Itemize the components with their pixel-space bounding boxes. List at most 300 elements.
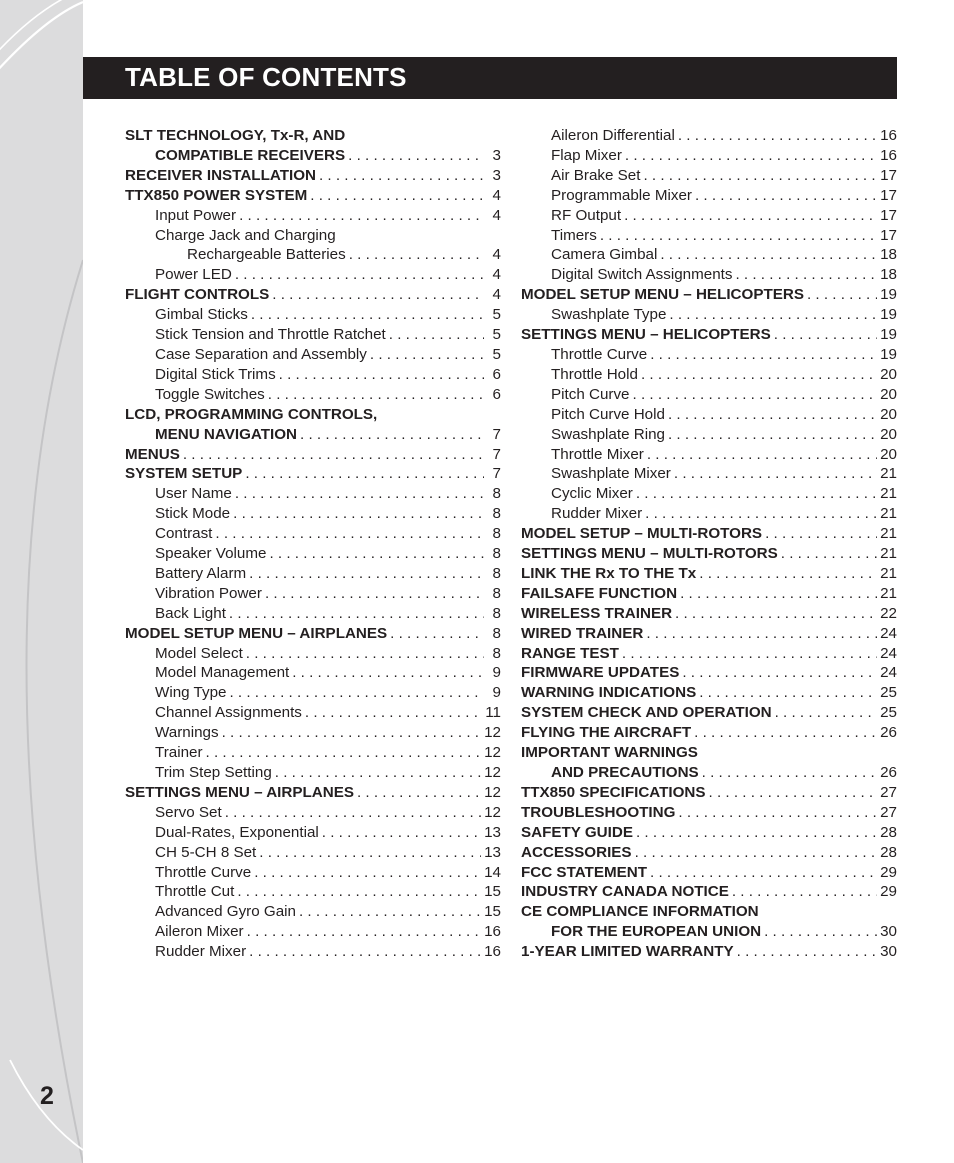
dot-leader bbox=[646, 624, 877, 644]
toc-entry bbox=[125, 564, 501, 584]
toc-entry-page: 16 bbox=[880, 146, 897, 164]
toc-entry bbox=[125, 186, 501, 206]
toc-entry-title: Case Separation and Assembly bbox=[155, 345, 367, 363]
toc-entry-title: Speaker Volume bbox=[155, 545, 267, 563]
toc-entry-page: 26 bbox=[880, 764, 897, 781]
dot-leader bbox=[247, 922, 481, 942]
dot-leader bbox=[668, 405, 877, 425]
dot-leader bbox=[635, 843, 878, 863]
toc-entry-title: Digital Stick Trims bbox=[155, 365, 276, 383]
toc-entry-title: ACCESSORIES bbox=[521, 843, 632, 861]
toc-entry bbox=[125, 405, 501, 425]
toc-entry-page: 21 bbox=[880, 584, 897, 602]
toc-entry-page: 19 bbox=[880, 286, 897, 304]
toc-entry-title: Throttle Curve bbox=[551, 345, 648, 363]
toc-entry-title: Aileron Mixer bbox=[155, 923, 244, 941]
dot-leader bbox=[695, 186, 877, 206]
dot-leader bbox=[322, 823, 481, 843]
toc-entry-title: Stick Mode bbox=[155, 505, 231, 523]
toc-entry-title: FIRMWARE UPDATES bbox=[521, 664, 680, 682]
dot-leader bbox=[225, 803, 481, 823]
toc-entry-page: 29 bbox=[880, 883, 897, 901]
toc-entry-page: 8 bbox=[492, 505, 501, 523]
dot-leader bbox=[229, 683, 484, 703]
toc-entry-page: 9 bbox=[492, 684, 501, 702]
toc-entry-title: SYSTEM SETUP bbox=[125, 465, 243, 483]
toc-entry-page: 4 bbox=[492, 246, 501, 264]
toc-entry bbox=[521, 544, 897, 564]
toc-entry-title: Programmable Mixer bbox=[551, 186, 692, 204]
dot-leader bbox=[319, 166, 484, 186]
toc-entry-page: 3 bbox=[492, 166, 501, 184]
toc-entry-page: 13 bbox=[484, 843, 501, 861]
toc-entry-page: 4 bbox=[492, 186, 501, 204]
dot-leader bbox=[222, 723, 482, 743]
toc-entry-page: 8 bbox=[492, 604, 501, 622]
toc-entry bbox=[521, 345, 897, 365]
dot-leader bbox=[370, 345, 484, 365]
toc-entry bbox=[125, 843, 501, 863]
toc-entry-page: 21 bbox=[880, 485, 897, 503]
toc-entry-page: 5 bbox=[492, 345, 501, 363]
dot-leader bbox=[669, 305, 877, 325]
toc-entry bbox=[125, 484, 501, 504]
toc-entry-title: Advanced Gyro Gain bbox=[155, 903, 296, 921]
toc-entry-page: 16 bbox=[484, 923, 501, 941]
toc-entry bbox=[521, 882, 897, 902]
toc-entry bbox=[125, 365, 501, 385]
dot-leader bbox=[678, 803, 877, 823]
dot-leader bbox=[643, 166, 877, 186]
toc-entry-page: 21 bbox=[880, 465, 897, 483]
toc-entry-page: 8 bbox=[492, 525, 501, 543]
toc-column-right bbox=[521, 126, 897, 962]
toc-entry-page: 8 bbox=[492, 564, 501, 582]
toc-entry-title: Rudder Mixer bbox=[155, 943, 247, 961]
toc-entry-page: 8 bbox=[492, 644, 501, 662]
toc-entry-page: 7 bbox=[492, 425, 501, 443]
toc-entry bbox=[125, 425, 501, 445]
dot-leader bbox=[229, 604, 484, 624]
toc-entry-title: Rudder Mixer bbox=[551, 505, 643, 523]
toc-entry-page: 11 bbox=[485, 704, 501, 722]
dot-leader bbox=[357, 783, 481, 803]
toc-entry bbox=[521, 863, 897, 883]
toc-entry-title: MENUS bbox=[125, 445, 180, 463]
toc-entry-title: FOR THE EUROPEAN UNION bbox=[551, 923, 762, 941]
toc-entry-title: WARNING INDICATIONS bbox=[521, 684, 697, 702]
toc-entry-title: Channel Assignments bbox=[155, 704, 302, 722]
toc-entry-page: 27 bbox=[880, 803, 897, 821]
toc-entry-page: 20 bbox=[880, 405, 897, 423]
dot-leader bbox=[254, 863, 481, 883]
toc-entry-title: SETTINGS MENU – AIRPLANES bbox=[125, 783, 354, 801]
toc-entry bbox=[125, 206, 501, 226]
toc-entry-title: COMPATIBLE RECEIVERS bbox=[155, 146, 346, 164]
toc-entry-title: Swashplate Mixer bbox=[551, 465, 671, 483]
toc-entry-page: 12 bbox=[484, 803, 501, 821]
toc-entry-page: 8 bbox=[492, 545, 501, 563]
toc-entry-title: Model Select bbox=[155, 644, 243, 662]
toc-entry-page: 14 bbox=[484, 863, 501, 881]
toc-entry-title: RANGE TEST bbox=[521, 644, 619, 662]
dot-leader bbox=[680, 584, 877, 604]
toc-entry bbox=[125, 285, 501, 305]
toc-entry bbox=[521, 843, 897, 863]
dot-leader bbox=[781, 544, 877, 564]
toc-entry-title: Digital Switch Assignments bbox=[551, 266, 733, 284]
toc-entry-title: Gimbal Sticks bbox=[155, 306, 248, 324]
toc-entry bbox=[125, 644, 501, 664]
toc-entry-page: 17 bbox=[880, 226, 897, 244]
toc-entry-title: TROUBLESHOOTING bbox=[521, 803, 676, 821]
toc-entry bbox=[521, 245, 897, 265]
toc-entry-title: SETTINGS MENU – HELICOPTERS bbox=[521, 326, 771, 344]
toc-entry-page: 24 bbox=[880, 624, 897, 642]
dot-leader bbox=[349, 245, 484, 265]
toc-entry bbox=[521, 783, 897, 803]
toc-entry bbox=[125, 683, 501, 703]
toc-entry-title: RECEIVER INSTALLATION bbox=[125, 166, 316, 184]
dot-leader bbox=[275, 763, 481, 783]
dot-leader bbox=[645, 504, 877, 524]
dot-leader bbox=[699, 564, 877, 584]
toc-entry-page: 20 bbox=[880, 425, 897, 443]
toc-entry bbox=[521, 484, 897, 504]
toc-entry bbox=[125, 663, 501, 683]
toc-entry-title: LCD, PROGRAMMING CONTROLS, bbox=[125, 405, 378, 423]
toc-entry bbox=[521, 265, 897, 285]
toc-entry-title: MODEL SETUP MENU – HELICOPTERS bbox=[521, 286, 804, 304]
toc-entry-title: Battery Alarm bbox=[155, 564, 247, 582]
toc-entry-title: Wing Type bbox=[155, 684, 227, 702]
dot-leader bbox=[636, 484, 877, 504]
toc-entry-page: 21 bbox=[880, 564, 897, 582]
toc-entry-title: FLYING THE AIRCRAFT bbox=[521, 724, 692, 742]
toc-entry-title: TTX850 SPECIFICATIONS bbox=[521, 783, 706, 801]
toc-entry bbox=[125, 604, 501, 624]
toc-entry bbox=[125, 166, 501, 186]
toc-entry-title: Warnings bbox=[155, 724, 219, 742]
toc-entry-page: 8 bbox=[492, 584, 501, 602]
dot-leader bbox=[215, 524, 484, 544]
toc-entry-title: LINK THE Rx TO THE Tx bbox=[521, 564, 697, 582]
toc-entry-title: Charge Jack and Charging bbox=[155, 226, 336, 244]
toc-entry-title: FCC STATEMENT bbox=[521, 863, 647, 881]
dot-leader bbox=[636, 823, 877, 843]
toc-entry-page: 27 bbox=[880, 783, 897, 801]
toc-entry-page: 5 bbox=[492, 326, 501, 344]
dot-leader bbox=[233, 504, 484, 524]
toc-entry bbox=[521, 146, 897, 166]
dot-leader bbox=[650, 345, 877, 365]
toc-entry bbox=[521, 226, 897, 246]
toc-entry-page: 30 bbox=[880, 923, 897, 941]
toc-entry bbox=[521, 644, 897, 664]
toc-entry bbox=[125, 524, 501, 544]
page-number: 2 bbox=[40, 1082, 54, 1110]
toc-entry-page: 22 bbox=[880, 604, 897, 622]
dot-leader bbox=[650, 863, 877, 883]
toc-entry bbox=[125, 146, 501, 166]
toc-entry-page: 12 bbox=[484, 744, 501, 762]
toc-entry bbox=[125, 226, 501, 246]
dot-leader bbox=[660, 245, 877, 265]
toc-entry-page: 17 bbox=[880, 166, 897, 184]
toc-entry-title: Servo Set bbox=[155, 803, 222, 821]
toc-entry bbox=[125, 245, 501, 265]
toc-entry bbox=[125, 504, 501, 524]
dot-leader bbox=[678, 126, 877, 146]
toc-entry-title: Pitch Curve bbox=[551, 385, 630, 403]
toc-entry bbox=[521, 524, 897, 544]
toc-entry bbox=[521, 723, 897, 743]
toc-entry-title: CH 5-CH 8 Set bbox=[155, 843, 257, 861]
dot-leader bbox=[249, 942, 481, 962]
toc-entry-title: FAILSAFE FUNCTION bbox=[521, 584, 678, 602]
dot-leader bbox=[183, 445, 484, 465]
toc-entry-page: 21 bbox=[880, 525, 897, 543]
toc-entry bbox=[125, 544, 501, 564]
toc-entry bbox=[521, 564, 897, 584]
toc-entry-title: WIRED TRAINER bbox=[521, 624, 644, 642]
toc-entry-page: 17 bbox=[880, 186, 897, 204]
toc-entry-title: Trim Step Setting bbox=[155, 764, 272, 781]
toc-entry-title: Swashplate Ring bbox=[551, 425, 665, 443]
toc-entry-page: 15 bbox=[484, 903, 501, 921]
dot-leader bbox=[390, 624, 484, 644]
toc-entry-page: 25 bbox=[880, 684, 897, 702]
dot-leader bbox=[305, 703, 482, 723]
toc-entry-title: Vibration Power bbox=[155, 584, 262, 602]
dot-leader bbox=[292, 663, 484, 683]
toc-entry bbox=[125, 723, 501, 743]
toc-entry bbox=[521, 803, 897, 823]
toc-entry bbox=[521, 624, 897, 644]
toc-entry-page: 6 bbox=[492, 365, 501, 383]
toc-entry bbox=[125, 265, 501, 285]
dot-leader bbox=[807, 285, 877, 305]
toc-column-left bbox=[125, 126, 501, 962]
page-title: TABLE OF CONTENTS bbox=[125, 62, 407, 92]
toc-entry-page: 18 bbox=[880, 246, 897, 264]
toc-entry-title: IMPORTANT WARNINGS bbox=[521, 744, 698, 762]
toc-entry bbox=[125, 783, 501, 803]
toc-entry bbox=[521, 186, 897, 206]
toc-entry bbox=[521, 365, 897, 385]
toc-entry bbox=[521, 305, 897, 325]
toc-entry-page: 25 bbox=[880, 704, 897, 722]
toc-entry-title: Dual-Rates, Exponential bbox=[155, 823, 319, 841]
toc-entry-title: Back Light bbox=[155, 604, 226, 622]
dot-leader bbox=[268, 385, 484, 405]
toc-entry-title: SLT TECHNOLOGY, Tx-R, AND bbox=[125, 127, 346, 144]
toc-entry bbox=[521, 663, 897, 683]
toc-entry-page: 4 bbox=[492, 206, 501, 224]
toc-entry-title: SETTINGS MENU – MULTI-ROTORS bbox=[521, 545, 778, 563]
toc-entry bbox=[125, 902, 501, 922]
toc-entry-page: 19 bbox=[880, 306, 897, 324]
toc-entry bbox=[125, 743, 501, 763]
toc-entry-page: 5 bbox=[492, 306, 501, 324]
toc-entry-page: 19 bbox=[880, 326, 897, 344]
toc-entry bbox=[521, 922, 897, 942]
toc-entry-title: FLIGHT CONTROLS bbox=[125, 286, 270, 304]
toc-entry bbox=[521, 763, 897, 783]
toc-entry-title: WIRELESS TRAINER bbox=[521, 604, 673, 622]
toc-entry-title: MODEL SETUP MENU – AIRPLANES bbox=[125, 624, 388, 642]
toc-entry-page: 26 bbox=[880, 724, 897, 742]
dot-leader bbox=[624, 206, 877, 226]
toc-entry bbox=[125, 882, 501, 902]
dot-leader bbox=[300, 425, 484, 445]
toc-entry-title: Throttle Cut bbox=[155, 883, 235, 901]
dot-leader bbox=[647, 445, 877, 465]
side-strip bbox=[0, 0, 83, 1163]
toc-entry bbox=[521, 445, 897, 465]
toc-entry-page: 12 bbox=[484, 783, 501, 801]
dot-leader bbox=[348, 146, 484, 166]
toc-entry-title: Throttle Curve bbox=[155, 863, 252, 881]
dot-leader bbox=[299, 902, 481, 922]
dot-leader bbox=[674, 464, 877, 484]
toc-entry bbox=[521, 325, 897, 345]
dot-leader bbox=[735, 265, 877, 285]
title-bar bbox=[83, 57, 897, 99]
dot-leader bbox=[239, 206, 484, 226]
dot-leader bbox=[272, 285, 484, 305]
dot-leader bbox=[269, 544, 484, 564]
dot-leader bbox=[389, 325, 484, 345]
toc-entry-page: 12 bbox=[484, 764, 501, 781]
toc-entry-page: 24 bbox=[880, 664, 897, 682]
toc-entry-page: 20 bbox=[880, 385, 897, 403]
dot-leader bbox=[765, 524, 877, 544]
toc-entry-page: 30 bbox=[880, 943, 897, 961]
toc-entry-page: 29 bbox=[880, 863, 897, 881]
toc-entry bbox=[125, 385, 501, 405]
toc-entry bbox=[125, 942, 501, 962]
toc-entry bbox=[125, 325, 501, 345]
toc-entry bbox=[521, 166, 897, 186]
toc-entry bbox=[125, 624, 501, 644]
toc-entry-page: 21 bbox=[880, 505, 897, 523]
toc-entry-page: 21 bbox=[880, 545, 897, 563]
toc-entry bbox=[521, 405, 897, 425]
toc-entry bbox=[521, 743, 897, 763]
toc-entry-title: Model Management bbox=[155, 664, 290, 682]
toc-entry-page: 4 bbox=[492, 286, 501, 304]
toc-entry-title: Camera Gimbal bbox=[551, 246, 658, 264]
toc-entry-title: Throttle Hold bbox=[551, 365, 638, 383]
toc-entry-page: 20 bbox=[880, 365, 897, 383]
toc-entry-page: 24 bbox=[880, 644, 897, 662]
toc-entry bbox=[521, 504, 897, 524]
dot-leader bbox=[675, 604, 877, 624]
toc-entry-page: 15 bbox=[484, 883, 501, 901]
toc-entry-title: Cyclic Mixer bbox=[551, 485, 633, 503]
dot-leader bbox=[668, 425, 877, 445]
dot-leader bbox=[206, 743, 482, 763]
dot-leader bbox=[633, 385, 878, 405]
toc-entry-title: Input Power bbox=[155, 206, 237, 224]
dot-leader bbox=[709, 783, 878, 803]
toc-entry bbox=[521, 285, 897, 305]
toc-entry-title: User Name bbox=[155, 485, 232, 503]
toc-entry-title: Air Brake Set bbox=[551, 166, 641, 184]
toc-entry-page: 7 bbox=[492, 465, 501, 483]
toc-entry-page: 9 bbox=[492, 664, 501, 682]
toc-entry-title: 1-YEAR LIMITED WARRANTY bbox=[521, 943, 734, 961]
toc-entry bbox=[125, 863, 501, 883]
dot-leader bbox=[245, 464, 484, 484]
dot-leader bbox=[625, 146, 877, 166]
toc-entry bbox=[521, 823, 897, 843]
toc-entry-page: 8 bbox=[492, 624, 501, 642]
toc-entry-title: TTX850 POWER SYSTEM bbox=[125, 186, 308, 204]
toc-entry-page: 12 bbox=[484, 724, 501, 742]
toc-entry bbox=[125, 345, 501, 365]
dot-leader bbox=[774, 325, 877, 345]
toc-entry-page: 19 bbox=[880, 345, 897, 363]
dot-leader bbox=[682, 663, 877, 683]
toc-entry-title: Timers bbox=[551, 226, 597, 244]
toc-entry-title: Rechargeable Batteries bbox=[187, 246, 346, 264]
dot-leader bbox=[259, 843, 481, 863]
toc-entry-page: 20 bbox=[880, 445, 897, 463]
toc-entry bbox=[521, 584, 897, 604]
toc-entry bbox=[125, 445, 501, 465]
toc-entry-title: Aileron Differential bbox=[551, 127, 675, 144]
toc-entry-title: Stick Tension and Throttle Ratchet bbox=[155, 326, 386, 344]
toc-entry-title: Throttle Mixer bbox=[551, 445, 644, 463]
dot-leader bbox=[237, 882, 481, 902]
toc-entry-page: 28 bbox=[880, 823, 897, 841]
dot-leader bbox=[279, 365, 484, 385]
toc-entry-title: CE COMPLIANCE INFORMATION bbox=[521, 903, 759, 921]
toc-entry bbox=[521, 464, 897, 484]
toc-entry bbox=[125, 126, 501, 146]
toc-entry-page: 7 bbox=[492, 445, 501, 463]
toc-entry-page: 17 bbox=[880, 206, 897, 224]
toc-entry bbox=[125, 464, 501, 484]
toc-entry-title: Toggle Switches bbox=[155, 385, 265, 403]
toc-entry-page: 16 bbox=[484, 943, 501, 961]
toc-entry-title: SYSTEM CHECK AND OPERATION bbox=[521, 704, 772, 722]
dot-leader bbox=[622, 644, 877, 664]
toc-entry-page: 13 bbox=[484, 823, 501, 841]
toc-entry bbox=[125, 922, 501, 942]
toc-entry bbox=[125, 803, 501, 823]
dot-leader bbox=[702, 763, 877, 783]
toc-entry-title: Pitch Curve Hold bbox=[551, 405, 665, 423]
toc-entry-page: 3 bbox=[492, 146, 501, 164]
toc-entry bbox=[521, 703, 897, 723]
toc-entry-title: Power LED bbox=[155, 266, 232, 284]
toc-entry-title: Contrast bbox=[155, 525, 213, 543]
toc-entry-title: AND PRECAUTIONS bbox=[551, 764, 699, 781]
toc-entry-page: 4 bbox=[492, 266, 501, 284]
toc-entry-title: Trainer bbox=[155, 744, 203, 762]
toc-entry-page: 28 bbox=[880, 843, 897, 861]
toc-entry bbox=[521, 683, 897, 703]
toc-entry-title: Swashplate Type bbox=[551, 306, 667, 324]
toc-entry bbox=[125, 823, 501, 843]
dot-leader bbox=[600, 226, 877, 246]
toc-entry bbox=[125, 763, 501, 783]
toc-entry-title: SAFETY GUIDE bbox=[521, 823, 633, 841]
dot-leader bbox=[775, 703, 877, 723]
